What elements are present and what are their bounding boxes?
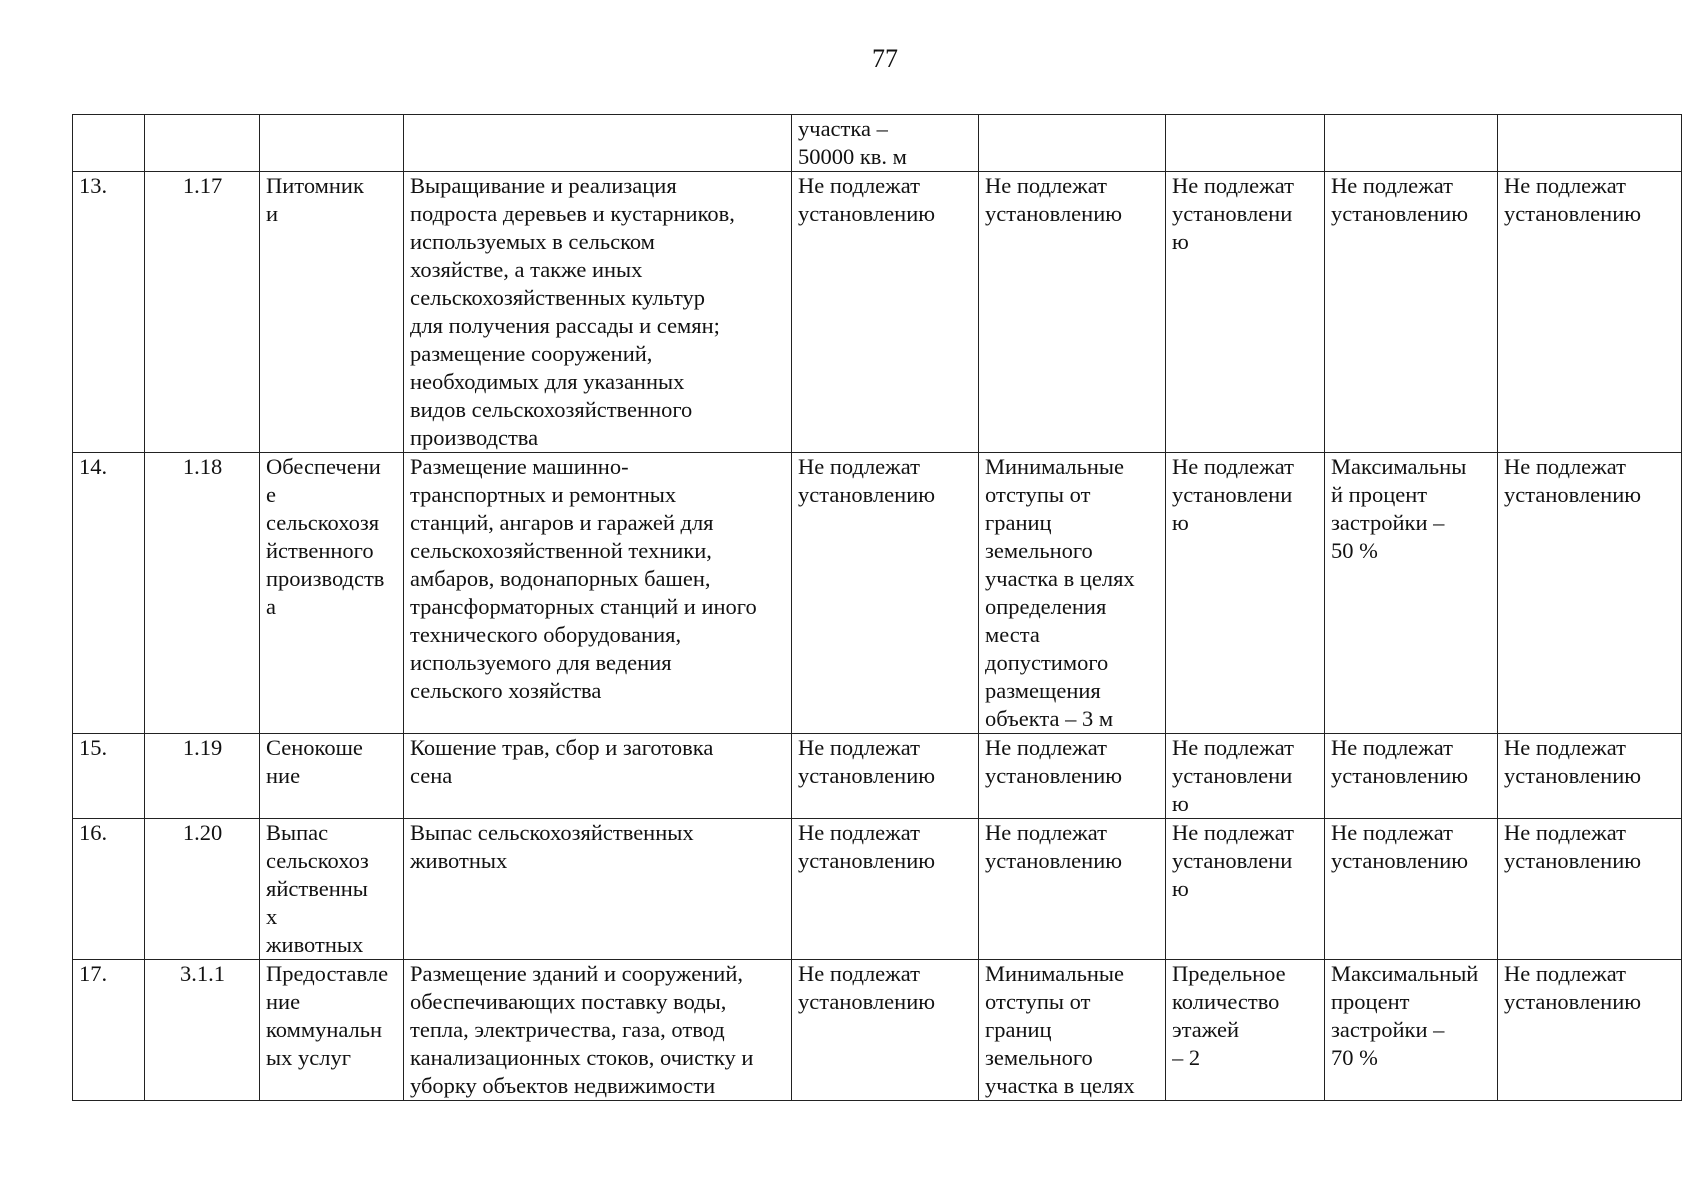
cell-col6 [979, 960, 1166, 1101]
cell-no: 13. [73, 172, 145, 453]
cell-col7-text: Предельное количество этажей – 2 [1172, 961, 1286, 1070]
cell-no: 14. [73, 453, 145, 734]
cell-no [73, 960, 145, 1101]
cell-col5: Не подлежат установлению [792, 734, 979, 819]
cell-col5: Не подлежат установлению [792, 819, 979, 960]
cell-col6 [979, 115, 1166, 172]
cell-col8 [1325, 115, 1498, 172]
cell-col8 [1325, 960, 1498, 1101]
cell-col8: Максимальны й процент застройки – 50 % [1325, 453, 1498, 734]
cell-col6: Минимальные отступы от границ земельного участка в целях определения места допустимого размещения объекта – 3 м [979, 453, 1166, 734]
cell-col8: Не подлежат установлению [1325, 172, 1498, 453]
cell-code-text: 3.1.1 [180, 961, 225, 986]
table-row [73, 734, 1682, 819]
cell-name: Сенокоше ние [260, 734, 404, 819]
table-row [73, 960, 1682, 1101]
cell-col8-text: Максимальный процент застройки – 70 % [1331, 961, 1479, 1070]
cell-col5 [792, 960, 979, 1101]
cell-name: Обеспечени е сельскохозя йственного производств а [260, 453, 404, 734]
table-row [73, 453, 1682, 734]
cell-description-text: Размещение зданий и сооружений, обеспечивающих поставку воды, тепла, электричества, газа, отвод канализационных стоков, очистку и уборку объектов недвижимости [410, 961, 754, 1098]
cell-col5: Не подлежат установлению [792, 453, 979, 734]
cell-col6: Не подлежат установлению [979, 172, 1166, 453]
cell-no [73, 115, 145, 172]
cell-col7: Не подлежат установлени ю [1166, 172, 1325, 453]
cell-col9: Не подлежат установлению [1498, 453, 1682, 734]
cell-code: 1.18 [145, 453, 260, 734]
cell-description: Выпас сельскохозяйственных животных [404, 819, 792, 960]
cell-col7: Не подлежат установлени ю [1166, 819, 1325, 960]
cell-description: Выращивание и реализация подроста деревьев и кустарников, используемых в сельском хозяйстве, а также иных сельскохозяйственных культур для получения рассады и семян; размещение сооружений, необходимых для указанных видов сельскохозяйственного производства [404, 172, 792, 453]
cell-no: 16. [73, 819, 145, 960]
land-use-table [72, 114, 1682, 1101]
cell-col8: Не подлежат установлению [1325, 734, 1498, 819]
cell-col9-text: Не подлежат установлению [1504, 961, 1642, 1014]
cell-col5: Не подлежат установлению [792, 172, 979, 453]
cell-col6: Не подлежат установлению [979, 819, 1166, 960]
cell-col9: Не подлежат установлению [1498, 172, 1682, 453]
cell-col7: Не подлежат установлени ю [1166, 453, 1325, 734]
cell-description [404, 115, 792, 172]
cell-code: 1.17 [145, 172, 260, 453]
cell-code: 1.20 [145, 819, 260, 960]
table-row [73, 819, 1682, 960]
cell-name [260, 115, 404, 172]
cell-col5: участка – 50000 кв. м [792, 115, 979, 172]
cell-name [260, 960, 404, 1101]
cell-description: Размещение машинно- транспортных и ремонтных станций, ангаров и гаражей для сельскохозяйственной техники, амбаров, водонапорных башен, трансформаторных станций и иного технического оборудования, используемого для ведения сельского хозяйства [404, 453, 792, 734]
cell-no: 15. [73, 734, 145, 819]
cell-col7 [1166, 115, 1325, 172]
cell-col6-text: Минимальные отступы от границ земельного участка в целях [985, 961, 1135, 1098]
cell-col6: Не подлежат установлению [979, 734, 1166, 819]
cell-col9: Не подлежат установлению [1498, 734, 1682, 819]
cell-name-text: Предоставле ние коммунальн ых услуг [266, 961, 389, 1070]
cell-description [404, 960, 792, 1101]
cell-col7: Не подлежат установлени ю [1166, 734, 1325, 819]
table-row [73, 172, 1682, 453]
cell-col9 [1498, 115, 1682, 172]
cell-col8: Не подлежат установлению [1325, 819, 1498, 960]
cell-no-text: 17. [79, 961, 108, 986]
cell-col9 [1498, 960, 1682, 1101]
cell-code [145, 960, 260, 1101]
cell-code: 1.19 [145, 734, 260, 819]
page-number: 77 [872, 44, 898, 73]
table-row [73, 115, 1682, 172]
cell-code [145, 115, 260, 172]
cell-col5-text: Не подлежат установлению [798, 961, 936, 1014]
cell-col9: Не подлежат установлению [1498, 819, 1682, 960]
cell-description: Кошение трав, сбор и заготовка сена [404, 734, 792, 819]
cell-name: Питомник и [260, 172, 404, 453]
cell-col7 [1166, 960, 1325, 1101]
cell-name: Выпас сельскохоз яйственны х животных [260, 819, 404, 960]
